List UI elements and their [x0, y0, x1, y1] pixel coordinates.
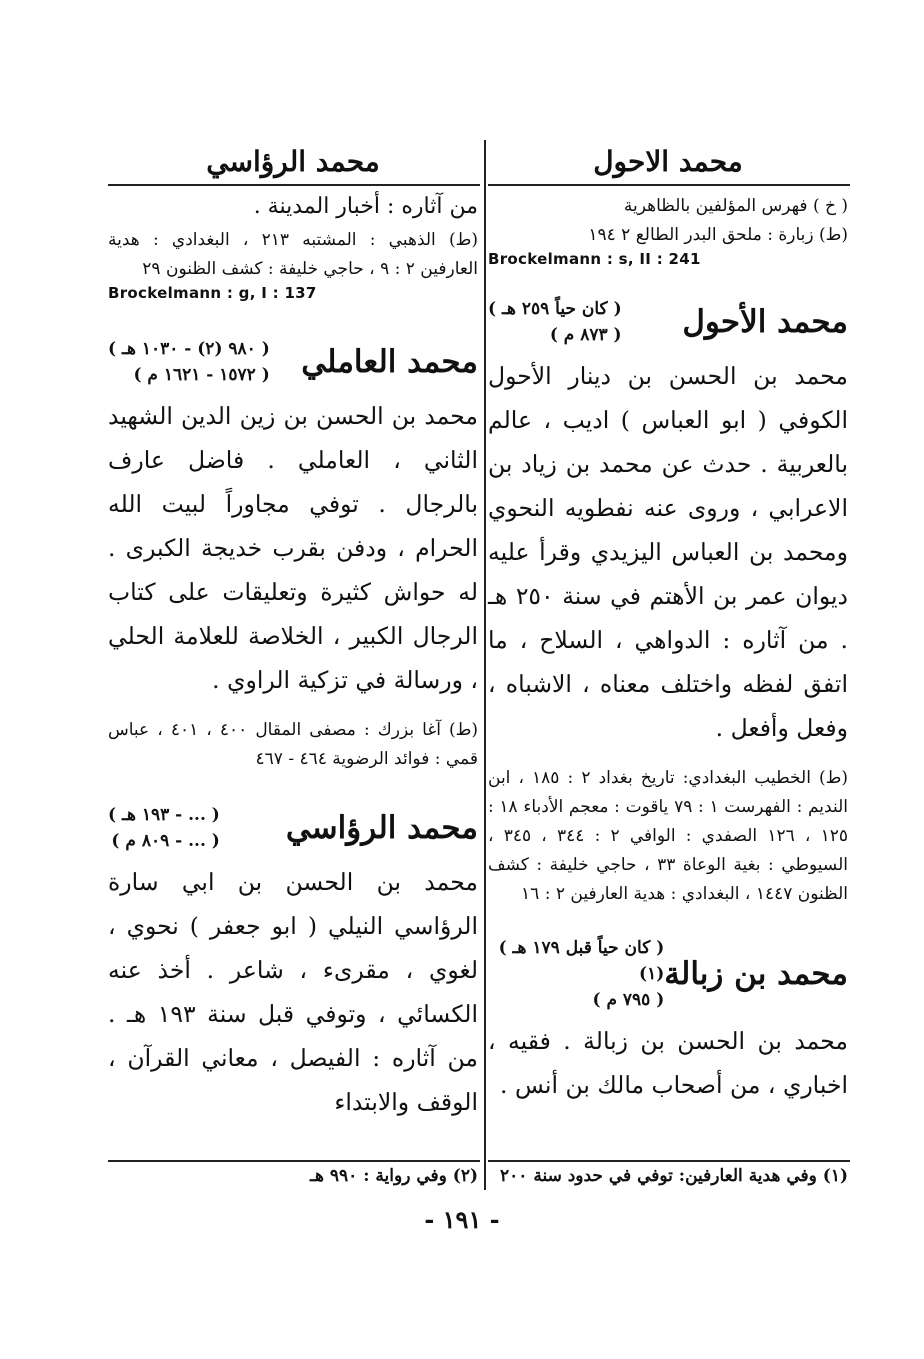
entry-name-ahwal: محمد الأحول: [682, 304, 848, 340]
right-column: [488, 140, 848, 1107]
left-footnote: (٢) وفي رواية : ٩٩٠ هـ: [310, 1166, 478, 1186]
left-column: [108, 140, 478, 1124]
entry-dates-ruasi: [108, 802, 220, 854]
date-hijri: ( ... - ١٩٣ هـ ): [108, 805, 220, 825]
entry-name-amili: محمد العاملي: [301, 344, 478, 380]
date-hijri: ( كان حياً ٢٥٩ هـ ): [488, 299, 622, 319]
right-top-ref-2: (ط) زبارة : ملحق البدر الطالع ٢ ١٩٤: [588, 225, 848, 245]
date-gregorian: ( ٨٧٣ م ): [549, 325, 622, 345]
left-running-header: محمد الرؤاسي: [206, 145, 380, 178]
right-latin-ref: Brockelmann : s, II : 241: [488, 250, 701, 268]
right-footnote-rule: [488, 1160, 850, 1162]
left-footnote-rule: [108, 1160, 480, 1162]
entry-body-ahwal: محمد بن الحسن بن دينار الأحول الكوفي ( ابو العباس ) اديب ، عالم بالعربية . حدث عن محمد بن زياد بن الاعرابي ، وروى عنه نفطويه النحوي ومحمد بن العباس اليزيدي وقرأ عليه ديوان عمر بن الأهتم في سنة ٢٥٠ هـ . من آثاره : الدواهي ، السلاح ، ما اتفق لفظه واختلف معناه ، الاشباه ، وفعل وأفعل .: [488, 362, 849, 742]
entry-refs-amili: (ط) آغا بزرك : مصفى المقال ٤٠٠ ، ٤٠١ ، عباس قمي : فوائد الرضوية ٤٦٤ - ٤٦٧: [108, 720, 478, 769]
entry-dates-zabala: [488, 935, 664, 1013]
entry-dates-ahwal: [488, 296, 622, 348]
entry-head-ahwal: [488, 296, 848, 348]
entry-refs-ahwal: (ط) الخطيب البغدادي: تاريخ بغداد ٢ : ١٨٥ ، ابن النديم : الفهرست ١ : ٧٩ ياقوت : معجم الأدباء ١٨ : ١٢٥ ، ١٢٦ الصفدي : الوافي ٢ : ٣٤٤ ، ٣٤٥ ، السيوطي : بغية الوعاة ٣٣ ، حاجي خليفة : كشف الظنون ١٤٤٧ ، البغدادي : هدية العارفين ٢ : ١٦: [488, 768, 849, 904]
left-top-refs: (ط) الذهبي : المشتبه ٢١٣ ، البغدادي : هدية العارفين ٢ : ٩ ، حاجي خليفة : كشف الظنون ٢٩: [108, 230, 478, 279]
date-hijri: ( كان حياً قبل ١٧٩ هـ ) (١): [498, 938, 665, 984]
left-latin-ref: Brockelmann : g, I : 137: [108, 284, 317, 302]
entry-name-ruasi: محمد الرؤاسي: [285, 810, 478, 846]
date-hijri: ( ٩٨٠ (٢) - ١٠٣٠ هـ ): [108, 339, 270, 359]
entry-head-ruasi: [108, 802, 478, 854]
date-gregorian: ( ... - ٨٠٩ م ): [111, 831, 220, 851]
page-number: - ١٩١ -: [424, 1205, 500, 1234]
date-gregorian: ( ٧٩٥ م ): [592, 990, 665, 1010]
right-running-header: محمد الاحول: [593, 145, 743, 178]
entry-head-zabala: [488, 935, 848, 1013]
entry-body-amili: محمد بن الحسن بن زين الدين الشهيد الثاني ، العاملي . فاضل عارف بالرجال . توفي مجاوراً لبيت الله الحرام ، ودفن بقرب خديجة الكبرى . له حواش كثيرة وتعليقات على كتاب الرجال الكبير ، الخلاصة للعلامة الحلي ، ورسالة في تزكية الراوي .: [108, 402, 478, 694]
entry-body-ruasi: محمد بن الحسن بن ابي سارة الرؤاسي النيلي ( ابو جعفر ) نحوي ، لغوي ، مقرىء ، شاعر . أخذ عنه الكسائي ، وتوفي قبل سنة ١٩٣ هـ . من آثاره : الفيصل ، معاني القرآن ، الوقف والابتداء: [108, 868, 478, 1116]
entry-dates-amili: [108, 336, 270, 388]
continued-text: من آثاره : أخبار المدينة .: [253, 194, 478, 219]
right-footnote: (١) وفي هدية العارفين: توفي في حدود سنة ٢٠٠: [500, 1166, 848, 1186]
date-gregorian: ( ١٥٧٢ - ١٦٢١ م ): [133, 365, 270, 385]
right-top-ref-1: ( خ ) فهرس المؤلفين بالظاهرية: [623, 196, 848, 216]
column-divider: [484, 140, 486, 1190]
entry-name-zabala: محمد بن زبالة: [664, 956, 848, 992]
entry-body-zabala: محمد بن الحسن بن زبالة . فقيه ، اخباري ، من أصحاب مالك بن أنس .: [488, 1027, 848, 1099]
entry-head-amili: [108, 336, 478, 388]
